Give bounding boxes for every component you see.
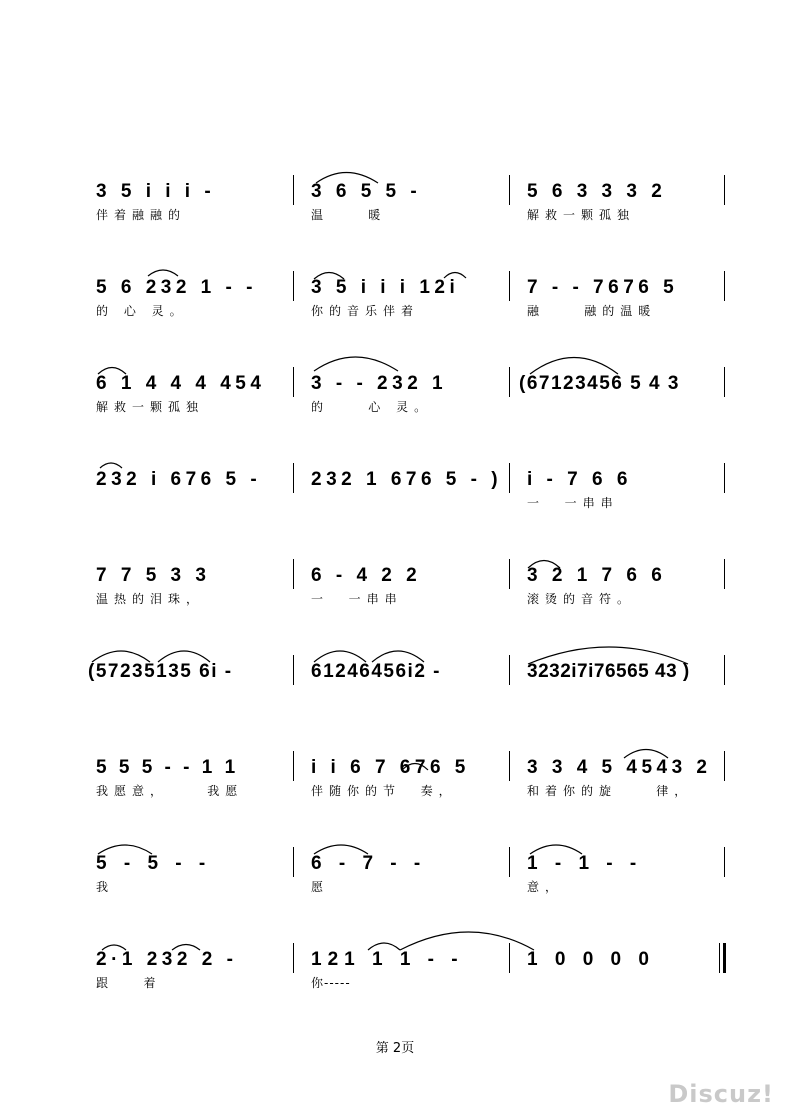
barline [509,175,510,205]
barline [509,655,510,685]
notes: 5 6 232 1 - - [96,277,257,298]
barline [509,751,510,781]
lyrics: 解救一颗孤独 [96,400,205,414]
barline [509,943,510,973]
barline [293,271,294,301]
barline [724,751,725,781]
notes: 6 - 4 2 2 [311,565,422,586]
barline [293,751,294,781]
lyrics: 温 暖 [311,208,387,222]
final-barline-thick [723,943,726,973]
notes: 6 - 7 - - [311,853,427,874]
lyrics: 和着你的旋 律， [527,784,693,798]
notes: 1 - 1 - - [527,853,643,874]
lyrics: 解救一颗孤独 [527,208,636,222]
lyrics: 一 一串串 [527,496,619,510]
notes: 232 i 676 5 - [96,469,262,490]
barline [724,367,725,397]
lyrics: 意， [527,880,564,894]
notes: 2·1 232 2 - [96,949,238,970]
notes: 3232i7i76565 43 ) [527,661,690,682]
lyrics: 融 融的温暖 [527,304,657,318]
barline [293,943,294,973]
notes: (67123456 5 4 3 [519,373,680,394]
notes: 3 2 1 7 6 6 [527,565,667,586]
notes: 5 - 5 - - [96,853,212,874]
barline [293,367,294,397]
barline [293,847,294,877]
notes: 5 6 3 3 3 2 [527,181,667,202]
barline [724,655,725,685]
lyrics: 伴着融融的 [96,208,187,222]
lyrics: 伴随你的节 奏， [311,784,457,798]
notes: 3 5 i i i 12i [311,277,460,298]
barline [724,271,725,301]
final-barline-thin [719,943,720,973]
notes: i - 7 6 6 [527,469,632,490]
barline [724,847,725,877]
notes: 121 1 1 - - [311,949,464,970]
lyrics: 一 一串串 [311,592,403,606]
page-number: 第 2页 [375,1041,415,1056]
lyrics: 我 [96,880,115,894]
lyrics: 你----- [311,976,351,990]
notes: 3 5 i i i - [96,181,216,202]
barline [509,463,510,493]
notes: 3 3 4 5 4543 2 [527,757,712,778]
notes: 61246456i2 - [311,661,441,682]
lyrics: 温热的泪珠， [96,592,205,606]
notes: i i 6 7 676 5 [311,757,470,778]
barline [509,559,510,589]
barline [724,559,725,589]
barline [293,463,294,493]
lyrics: 我愿意， 我愿 [96,784,244,798]
barline [724,175,725,205]
notes: 7 7 5 3 3 [96,565,211,586]
notes: (57235135 6i - [88,661,233,682]
notes: 232 1 676 5 - ) [311,469,503,490]
notes: 1 0 0 0 0 [527,949,655,970]
lyrics: 你的音乐伴着 [311,304,420,318]
lyrics: 的 心 灵。 [96,304,188,318]
notes: 7 - - 7676 5 [527,277,679,298]
barline [509,847,510,877]
notes: 5 5 5 - - 1 1 [96,757,239,778]
barline [293,559,294,589]
barline [509,367,510,397]
lyrics: 愿 [311,880,330,894]
barline [509,271,510,301]
barline [724,463,725,493]
lyrics: 跟 着 [96,976,162,990]
notes: 3 - - 232 1 [311,373,448,394]
barline [293,175,294,205]
lyrics: 的 心 灵。 [311,400,433,414]
notes: 3 6 5 5 - [311,181,422,202]
watermark: Discuz! [668,1080,774,1108]
barline [293,655,294,685]
lyrics: 滚烫的音符。 [527,592,636,606]
notes: 6 1 4 4 4 454 [96,373,266,394]
